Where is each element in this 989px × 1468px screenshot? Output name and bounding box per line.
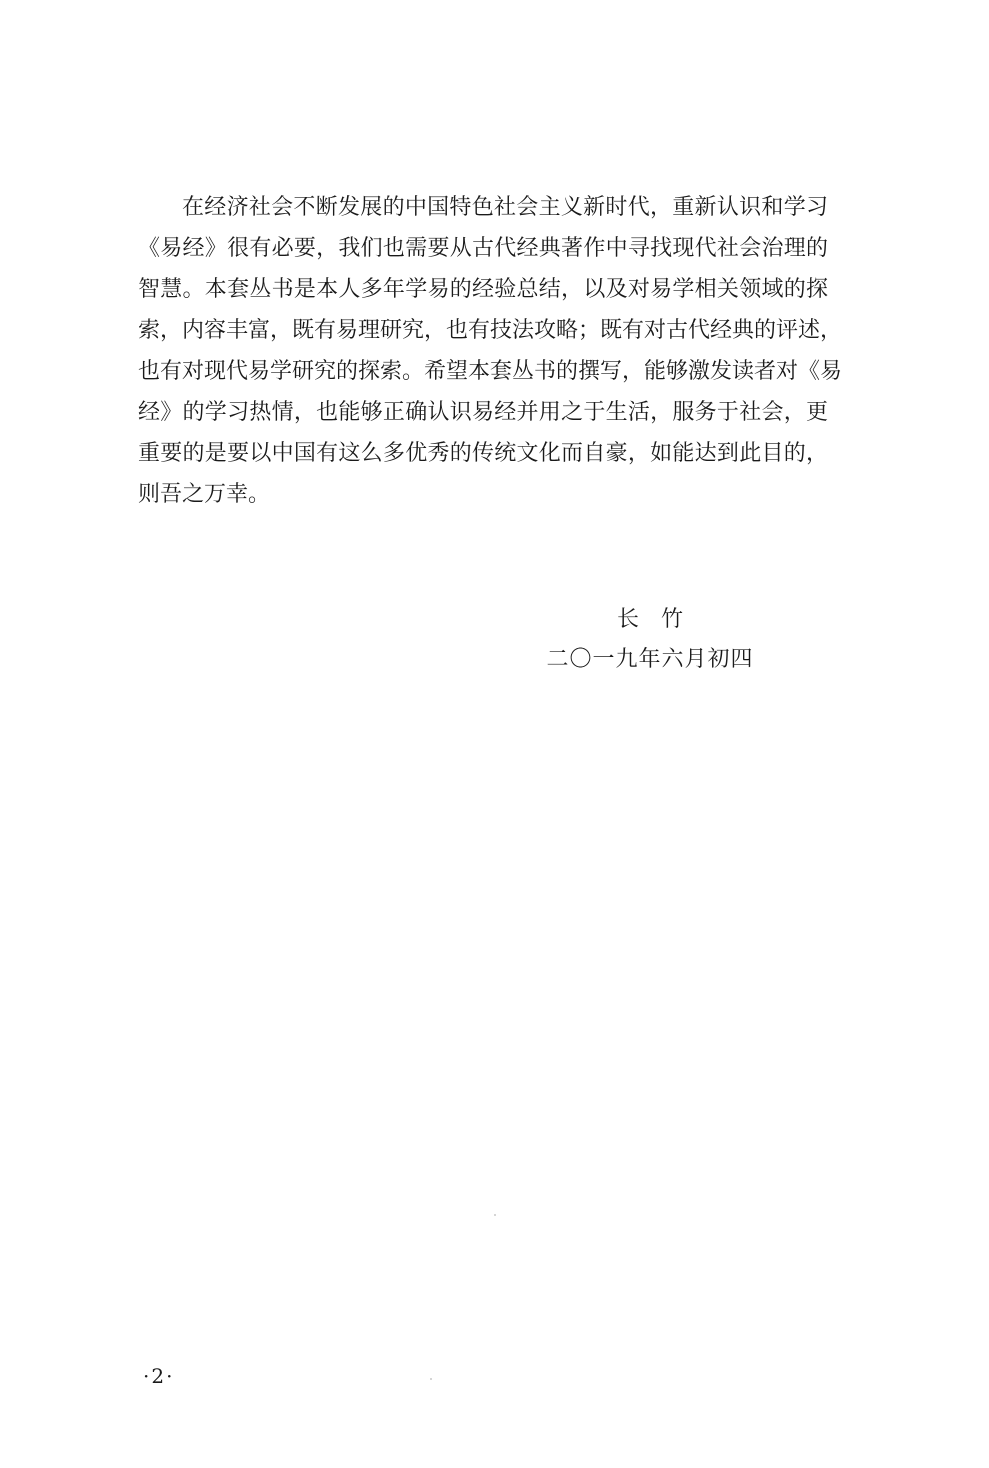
scan-speck — [494, 1214, 496, 1216]
signature-block — [540, 600, 760, 680]
preface-paragraph — [138, 187, 843, 515]
paragraph-line: 在经济社会不断发展的中国特色社会主义新时代，重新认识和学习 — [182, 195, 828, 220]
paragraph-line: 则吾之万幸。 — [138, 482, 271, 507]
paragraph-line: 经》的学习热情，也能够正确认识易经并用之于生活，服务于社会，更 — [138, 400, 828, 425]
paragraph-line: 重要的是要以中国有这么多优秀的传统文化而自豪，如能达到此目的， — [138, 441, 828, 466]
scan-speck — [430, 1378, 432, 1380]
author-name: 长竹 — [616, 607, 705, 632]
page-number: ·2· — [143, 1364, 175, 1388]
signature-date: 二〇一九年六月初四 — [546, 647, 754, 672]
paragraph-line: 《易经》很有必要，我们也需要从古代经典著作中寻找现代社会治理的 — [138, 236, 828, 261]
paragraph-line: 索，内容丰富，既有易理研究，也有技法攻略；既有对古代经典的评述， — [138, 318, 843, 343]
paragraph-line: 智慧。本套丛书是本人多年学易的经验总结，以及对易学相关领域的探 — [138, 277, 828, 302]
paragraph-line: 也有对现代易学研究的探索。希望本套丛书的撰写，能够激发读者对《易 — [138, 359, 843, 384]
